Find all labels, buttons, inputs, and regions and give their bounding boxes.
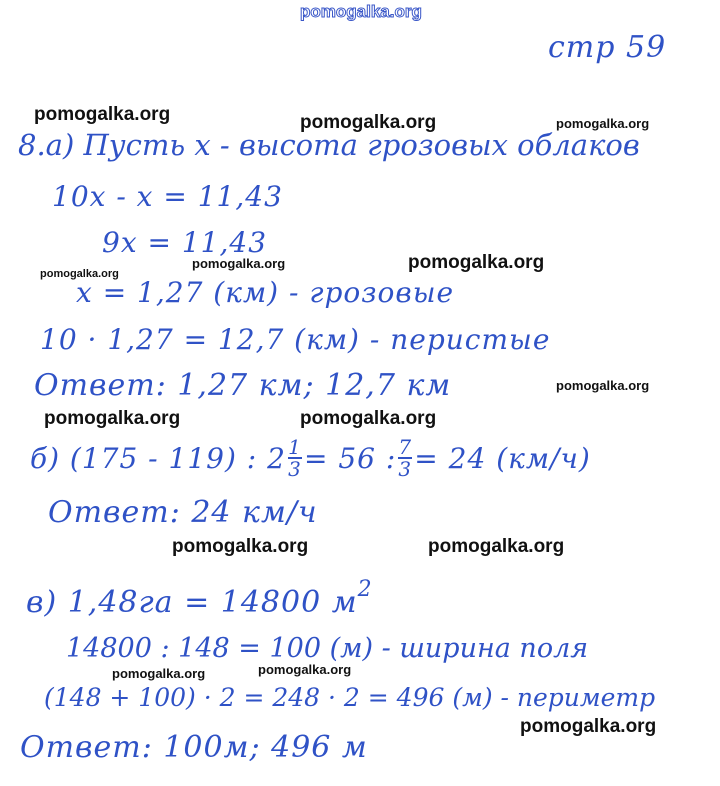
task-b-expr-start: б) (175 - 119) : 2 [30,441,286,475]
watermark: pomogalka.org [300,112,437,133]
task-b-frac1-num: 1 [288,435,302,459]
task-b-fraction-2 [398,435,413,481]
task-c-line-1-text: в) 1,48га = 14800 м [26,585,358,620]
watermark: pomogalka.org [172,536,309,557]
watermark: pomogalka.org [192,256,286,271]
task-c-line-1-superscript: 2 [357,577,373,602]
watermark: pomogalka.org [258,662,352,677]
task-c-answer: Ответ: 100м; 496 м [20,730,368,765]
page-label: стр 59 [548,30,667,65]
task-b-expression [30,435,591,481]
watermark: pomogalka.org [556,116,650,131]
task-b-frac2-den: 3 [398,457,413,481]
task-a-line-3: 9х = 11,43 [102,226,268,259]
site-watermark-top: pomogalka.org [300,2,422,21]
task-c-line-3: (148 + 100) · 2 = 248 · 2 = 496 (м) - периметр [44,683,656,712]
watermark: pomogalka.org [44,408,181,429]
task-b-expr-end: = 24 (км/ч) [414,441,591,475]
task-b-frac1-den: 3 [288,457,302,481]
task-a-line-1: 8.а) Пусть х - высота грозовых облаков [18,128,640,162]
task-b-expr-mid: = 56 : [303,441,397,475]
task-a-line-2: 10х - х = 11,43 [52,180,283,213]
task-a-line-4: х = 1,27 (км) - грозовые [76,276,455,309]
task-b-answer: Ответ: 24 км/ч [48,495,318,530]
task-c-line-2: 14800 : 148 = 100 (м) - ширина поля [66,633,589,664]
watermark: pomogalka.org [40,268,119,280]
task-a-line-5: 10 · 1,27 = 12,7 (км) - перистые [40,323,551,356]
task-c-line-1 [26,577,373,620]
task-b-frac2-num: 7 [398,435,413,459]
watermark: pomogalka.org [300,408,437,429]
watermark: pomogalka.org [428,536,565,557]
watermark: pomogalka.org [112,666,206,681]
task-a-answer: Ответ: 1,27 км; 12,7 км [34,368,452,403]
watermark: pomogalka.org [34,104,171,125]
watermark: pomogalka.org [556,378,650,393]
watermark: pomogalka.org [408,252,545,273]
watermark: pomogalka.org [520,716,657,737]
task-b-fraction-1 [288,435,302,481]
